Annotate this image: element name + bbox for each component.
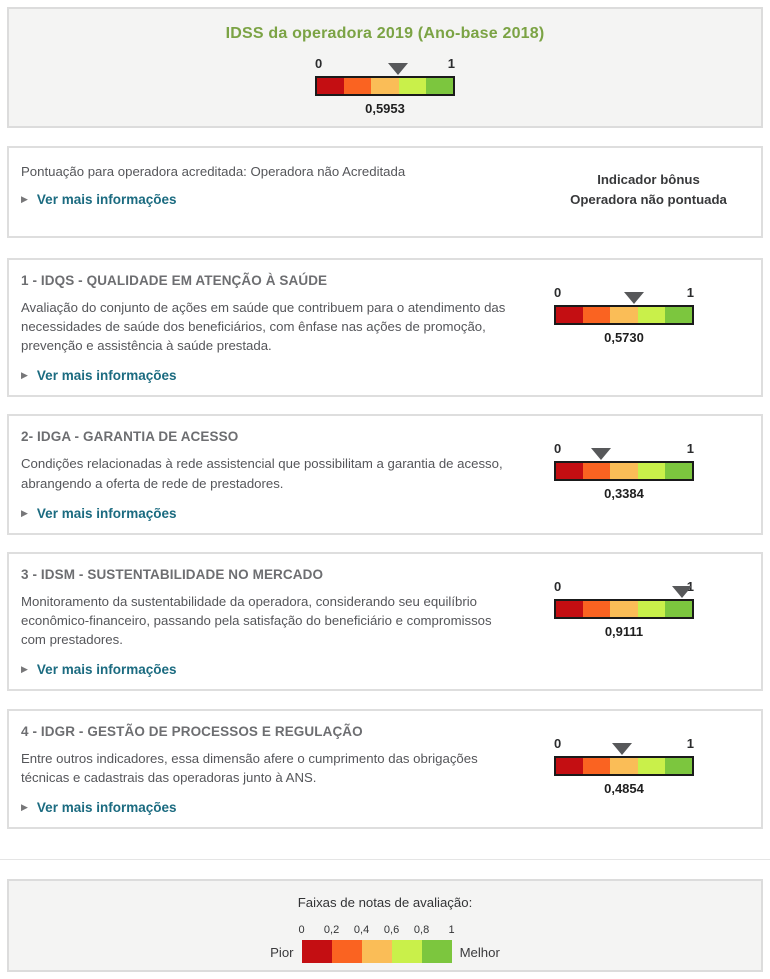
section-idqs-gauge (529, 273, 719, 383)
expand-arrow-icon: ▶ (21, 194, 28, 204)
section-idqs-more-info-link[interactable] (21, 368, 177, 383)
bonus-indicator-title: Indicador bônus (597, 172, 700, 187)
legend-worse-label: Pior (270, 945, 294, 961)
gauge-axis-labels (554, 441, 694, 461)
more-info-label: Ver mais informações (36, 662, 177, 678)
more-info-label: Ver mais informações (36, 368, 177, 384)
idss-value: 0,5953 (365, 101, 405, 116)
idqs-value: 0,5730 (604, 330, 644, 345)
gauge-max-label: 1 (447, 56, 455, 71)
legend-tick-labels (298, 924, 455, 940)
gauge-min-label: 0 (554, 285, 562, 300)
section-idga-title: 2- IDGA - GARANTIA DE ACESSO (21, 429, 239, 445)
legend-better-label: Melhor (459, 945, 500, 961)
idgr-value: 0,4854 (604, 781, 644, 797)
gauge-max-label: 1 (686, 285, 694, 300)
legend-tick: 0,4 (353, 924, 370, 937)
section-idqs (7, 258, 763, 397)
gauge-min-label: 0 (554, 441, 562, 457)
section-idga-more-info-link[interactable] (21, 506, 177, 521)
legend-scale (9, 924, 761, 963)
section-idgr-gauge (529, 724, 719, 815)
gauge-max-label: 1 (686, 441, 694, 457)
legend-tick: 1 (448, 924, 455, 937)
legend-tick: 0,8 (413, 924, 430, 937)
idsm-value: 0,9111 (604, 623, 644, 639)
expand-arrow-icon: ▶ (21, 802, 28, 813)
legend-scale-bar (302, 940, 452, 963)
idgr-scale-bar (554, 756, 694, 776)
gauge-axis-labels (315, 56, 455, 76)
idga-value: 0,3384 (604, 486, 644, 502)
section-idsm-gauge (529, 567, 719, 677)
legend-tick: 0,6 (383, 924, 400, 937)
section-idgr-content (21, 724, 529, 815)
legend-panel (7, 879, 763, 972)
bonus-indicator-status: Operadora não pontuada (570, 192, 727, 208)
gauge-max-label: 1 (686, 578, 694, 594)
section-idgr-more-info-link[interactable] (21, 800, 177, 815)
accreditation-more-info-link[interactable] (21, 192, 177, 207)
more-info-label: Ver mais informações (36, 505, 177, 521)
section-idqs-title: 1 - IDQS - QUALIDADE EM ATENÇÃO À SAÚDE (21, 273, 328, 288)
more-info-label: Ver mais informações (36, 800, 177, 816)
page-title: IDSS da operadora 2019 (Ano-base 2018) (225, 25, 545, 42)
section-idgr (7, 709, 763, 829)
section-idga-gauge (529, 429, 719, 520)
idqs-scale-bar (554, 305, 694, 325)
gauge-min-label: 0 (554, 578, 562, 594)
accreditation-panel (7, 146, 763, 238)
section-idsm-more-info-link[interactable] (21, 662, 177, 677)
section-idga-description: Condições relacionadas à rede assistencial que possibilitam a garantia de acesso, abrangendo a oferta de rede de prestadores. (21, 456, 503, 491)
idss-header-panel (7, 7, 763, 128)
section-idgr-title: 4 - IDGR - GESTÃO DE PROCESSOS E REGULAÇÃO (21, 724, 363, 740)
legend-tick: 0 (298, 924, 305, 937)
accreditation-content (9, 148, 536, 236)
idss-scale-bar (315, 76, 455, 96)
expand-arrow-icon: ▶ (21, 370, 28, 381)
idga-scale-bar (554, 461, 694, 481)
section-divider (0, 859, 770, 860)
gauge-marker-icon (591, 448, 611, 460)
legend-title: Faixas de notas de avaliação: (297, 895, 473, 911)
section-idsm-content (21, 567, 529, 677)
more-info-label: Ver mais informações (36, 192, 177, 207)
gauge-max-label: 1 (686, 736, 694, 752)
section-idgr-description: Entre outros indicadores, essa dimensão afere o cumprimento das obrigações técnicas e cadastrais das operadoras junto à ANS. (21, 751, 478, 786)
gauge-marker-icon (672, 586, 692, 598)
gauge-marker-icon (624, 292, 644, 304)
section-idsm-description: Monitoramento da sustentabilidade da operadora, considerando seu equilíbrio econômico-financeiro, passando pela satisfação do beneficiário e compromissos com prestadores. (21, 593, 492, 647)
accreditation-text: Pontuação para operadora acreditada: Operadora não Acreditada (21, 164, 406, 179)
section-idsm-title: 3 - IDSM - SUSTENTABILIDADE NO MERCADO (21, 566, 324, 582)
legend-tick: 0,2 (323, 924, 340, 937)
section-idga (7, 414, 763, 534)
gauge-min-label: 0 (554, 736, 562, 752)
gauge-marker-icon (612, 743, 632, 755)
expand-arrow-icon: ▶ (21, 664, 28, 675)
gauge-min-label: 0 (315, 56, 323, 71)
bonus-indicator (536, 148, 761, 236)
idss-gauge (315, 56, 455, 116)
section-idqs-description: Avaliação do conjunto de ações em saúde que contribuem para o atendimento das necessidades de saúde dos beneficiários, com ênfase nas ações de promoção, prevenção e assistência à saúde prestada. (21, 300, 506, 354)
section-idqs-content (21, 273, 529, 383)
section-idsm (7, 552, 763, 691)
section-idga-content (21, 429, 529, 520)
gauge-marker-icon (388, 63, 408, 75)
idsm-scale-bar (554, 599, 694, 619)
expand-arrow-icon: ▶ (21, 507, 28, 518)
